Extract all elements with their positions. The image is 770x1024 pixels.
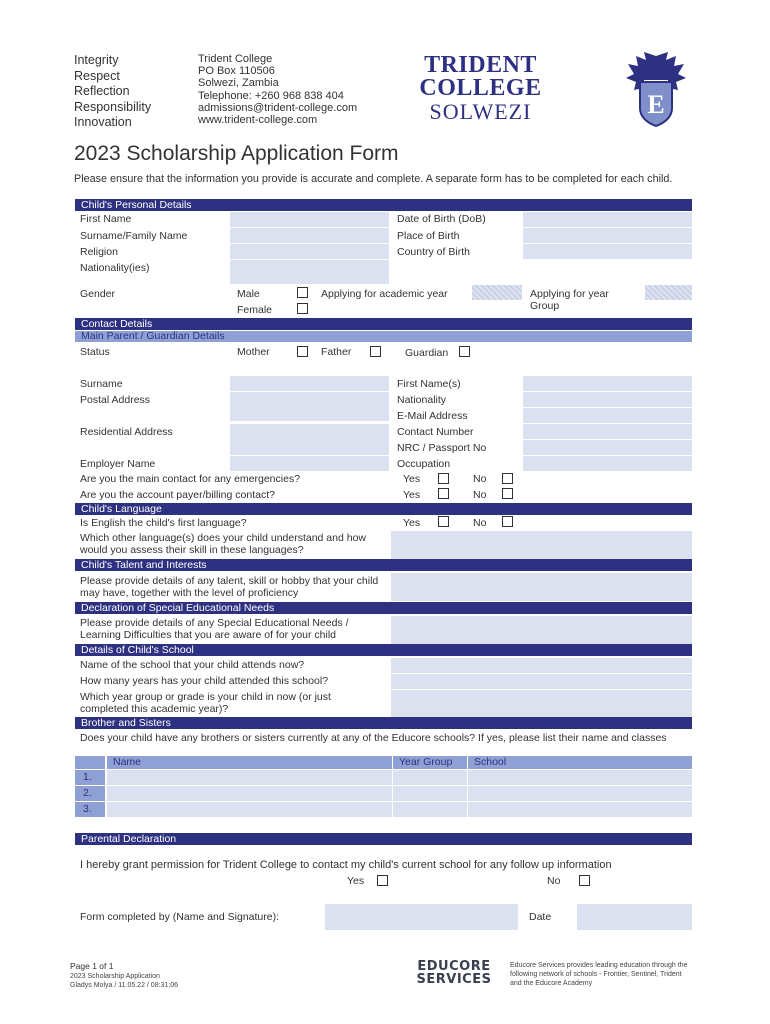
religion-label: Religion <box>80 246 118 258</box>
emergency-yes-label: Yes <box>403 473 421 485</box>
parent-nationality-field[interactable] <box>523 392 692 407</box>
nationality-label: Nationality(ies) <box>80 262 150 274</box>
first-name-field[interactable] <box>230 212 389 227</box>
talent-field[interactable] <box>391 573 692 601</box>
value-item: Integrity <box>74 53 119 67</box>
declaration-no-checkbox[interactable] <box>579 875 590 886</box>
mother-label: Mother <box>237 346 270 358</box>
footer-meta <box>70 961 178 990</box>
value-item: Innovation <box>74 115 132 129</box>
nrc-field[interactable] <box>523 440 692 455</box>
school-years-field[interactable] <box>391 674 692 689</box>
other-language-field[interactable] <box>391 531 692 559</box>
dob-label: Date of Birth (DoB) <box>397 213 486 225</box>
place-of-birth-label: Place of Birth <box>397 230 460 242</box>
completed-by-label: Form completed by (Name and Signature): <box>80 911 280 923</box>
payer-yes-checkbox[interactable] <box>438 488 449 499</box>
employer-field[interactable] <box>230 456 389 471</box>
section-special-needs: Declaration of Special Educational Needs <box>75 602 692 614</box>
english-no-checkbox[interactable] <box>502 516 513 527</box>
first-name-label: First Name <box>80 213 132 225</box>
dob-field[interactable] <box>523 212 692 227</box>
sibling-name-field[interactable] <box>107 802 392 817</box>
form-intro: Please ensure that the information you provide is accurate and complete. A separate form has to be completed for each child. <box>74 173 673 185</box>
contact-line: admissions@trident-college.com <box>198 101 358 114</box>
value-item: Respect <box>74 68 120 83</box>
english-yes-label: Yes <box>403 517 421 529</box>
emergency-no-label: No <box>473 473 487 485</box>
school-grade-question: Which year group or grade is your child in now (or just completed this academic year)? <box>80 691 331 715</box>
applying-group-label: Applying for year Group <box>530 288 609 312</box>
sibling-row-number: 1. <box>75 770 105 785</box>
educore-logo <box>409 960 499 986</box>
declaration-no-label: No <box>547 875 561 887</box>
section-siblings: Brother and Sisters <box>75 717 692 729</box>
sibling-year-field[interactable] <box>393 786 467 801</box>
sibling-name-field[interactable] <box>107 786 392 801</box>
contact-info <box>198 53 357 126</box>
guardian-checkbox[interactable] <box>459 346 470 357</box>
section-talent: Child's Talent and Interests <box>75 559 692 571</box>
surname-label: Surname/Family Name <box>80 230 188 242</box>
male-label: Male <box>237 288 260 300</box>
school-name-question: Name of the school that your child attends now? <box>80 659 305 671</box>
date-field[interactable] <box>577 904 692 930</box>
contact-line: www.trident-college.com <box>198 114 318 127</box>
mother-checkbox[interactable] <box>297 346 308 357</box>
sibling-col-name: Name <box>107 756 392 769</box>
footer-doc: 2023 Scholarship Application <box>70 973 160 980</box>
emergency-question: Are you the main contact for any emergencies? <box>80 473 301 485</box>
occupation-field[interactable] <box>523 456 692 471</box>
postal-address-field[interactable] <box>230 392 389 421</box>
sibling-col-year: Year Group <box>393 756 467 769</box>
footer-author: Gladys Molya / 11.05.22 / 08:31:06 <box>70 982 179 989</box>
contact-line: Telephone: +260 968 838 404 <box>198 89 344 102</box>
siblings-question: Does your child have any brothers or sisters currently at any of the Educore schools? If yes, please list their name and classes <box>80 732 667 744</box>
occupation-label: Occupation <box>397 458 451 470</box>
footer-blurb: Educore Services provides leading education through the following network of schools - Frontier, Sentinel, Trident and the Educore Academy <box>510 962 688 987</box>
payer-yes-label: Yes <box>403 489 421 501</box>
sibling-year-field[interactable] <box>393 802 467 817</box>
postal-address-label: Postal Address <box>80 394 151 406</box>
section-contact-details: Contact Details <box>75 318 692 330</box>
contact-number-field[interactable] <box>523 424 692 439</box>
father-label: Father <box>321 346 352 358</box>
sibling-col-blank <box>75 756 105 769</box>
emergency-no-checkbox[interactable] <box>502 473 513 484</box>
section-school: Details of Child's School <box>75 644 692 656</box>
wordmark-line1: TRIDENT <box>424 52 537 78</box>
female-label: Female <box>237 304 273 316</box>
english-no-label: No <box>473 517 487 529</box>
applying-year-label: Applying for academic year <box>321 288 448 300</box>
value-item: Responsibility <box>74 99 152 114</box>
sibling-school-field[interactable] <box>468 770 692 785</box>
contact-line: Trident College <box>198 53 273 65</box>
declaration-yes-label: Yes <box>347 875 365 887</box>
nrc-label: NRC / Passport No <box>397 442 487 454</box>
special-needs-field[interactable] <box>391 616 692 644</box>
parent-first-names-label: First Name(s) <box>397 378 461 390</box>
payer-no-checkbox[interactable] <box>502 488 513 499</box>
school-grade-field[interactable] <box>391 690 692 717</box>
section-personal-details: Child's Personal Details <box>75 199 692 211</box>
sibling-col-school: School <box>468 756 692 769</box>
section-language: Child's Language <box>75 503 692 515</box>
emergency-yes-checkbox[interactable] <box>438 473 449 484</box>
guardian-label: Guardian <box>405 347 449 359</box>
footer-page: Page 1 of 1 <box>70 961 114 971</box>
school-name-field[interactable] <box>391 658 692 673</box>
school-years-question: How many years has your child attended this school? <box>80 675 329 687</box>
declaration-text: I hereby grant permission for Trident College to contact my child's current school for any follow up information <box>80 859 612 871</box>
contact-line: Solwezi, Zambia <box>198 77 279 90</box>
payer-question: Are you the account payer/billing contact? <box>80 489 275 501</box>
completed-by-field[interactable] <box>325 904 518 930</box>
surname-field[interactable] <box>230 228 389 243</box>
religion-field[interactable] <box>230 244 389 259</box>
educore-logo-line1: EDUCORE <box>417 959 491 974</box>
special-needs-question: Please provide details of any Special Educational Needs / Learning Difficulties that you are aware of for your child <box>80 617 349 641</box>
place-of-birth-field[interactable] <box>523 228 692 243</box>
college-crest-icon <box>624 50 688 128</box>
sibling-name-field[interactable] <box>107 770 392 785</box>
gender-label: Gender <box>80 288 116 300</box>
form-title: 2023 Scholarship Application Form <box>74 142 399 165</box>
declaration-yes-checkbox[interactable] <box>377 875 388 886</box>
nationality-field[interactable] <box>230 260 389 284</box>
other-language-question: Which other language(s) does your child understand and how would you assess their skill in these languages? <box>80 532 367 556</box>
sibling-school-field[interactable] <box>468 802 692 817</box>
school-values <box>74 53 151 131</box>
applying-year-field[interactable] <box>472 285 522 300</box>
value-item: Reflection <box>74 84 130 98</box>
country-of-birth-label: Country of Birth <box>397 246 470 258</box>
contact-number-label: Contact Number <box>397 426 474 438</box>
talent-question: Please provide details of any talent, skill or hobby that your child may have, together with the level of proficiency <box>80 575 379 599</box>
parent-nationality-label: Nationality <box>397 394 447 406</box>
parent-first-names-field[interactable] <box>523 376 692 391</box>
status-label: Status <box>80 346 110 358</box>
date-label: Date <box>529 911 552 923</box>
residential-address-field[interactable] <box>230 424 389 455</box>
payer-no-label: No <box>473 489 487 501</box>
english-question: Is English the child's first language? <box>80 517 247 529</box>
wordmark-line2: COLLEGE <box>419 75 542 101</box>
employer-label: Employer Name <box>80 458 156 470</box>
sibling-school-field[interactable] <box>468 786 692 801</box>
email-label: E-Mail Address <box>397 410 468 422</box>
sibling-row-number: 3. <box>75 802 105 817</box>
applying-group-field[interactable] <box>645 285 692 300</box>
college-wordmark <box>418 53 543 123</box>
father-checkbox[interactable] <box>370 346 381 357</box>
subsection-parent-details: Main Parent / Guardian Details <box>75 331 692 342</box>
sibling-row-number: 2. <box>75 786 105 801</box>
male-checkbox[interactable] <box>297 287 308 298</box>
country-of-birth-field[interactable] <box>523 244 692 259</box>
parent-surname-label: Surname <box>80 378 123 390</box>
english-yes-checkbox[interactable] <box>438 516 449 527</box>
parent-surname-field[interactable] <box>230 376 389 391</box>
female-checkbox[interactable] <box>297 303 308 314</box>
wordmark-line3: SOLWEZI <box>429 99 532 124</box>
residential-address-label: Residential Address <box>80 426 173 438</box>
email-field[interactable] <box>523 408 692 423</box>
sibling-year-field[interactable] <box>393 770 467 785</box>
svg-text:E: E <box>647 90 665 119</box>
section-parental-declaration: Parental Declaration <box>75 833 692 845</box>
contact-line: PO Box 110506 <box>198 65 275 78</box>
educore-logo-line2: SERVICES <box>416 972 492 987</box>
